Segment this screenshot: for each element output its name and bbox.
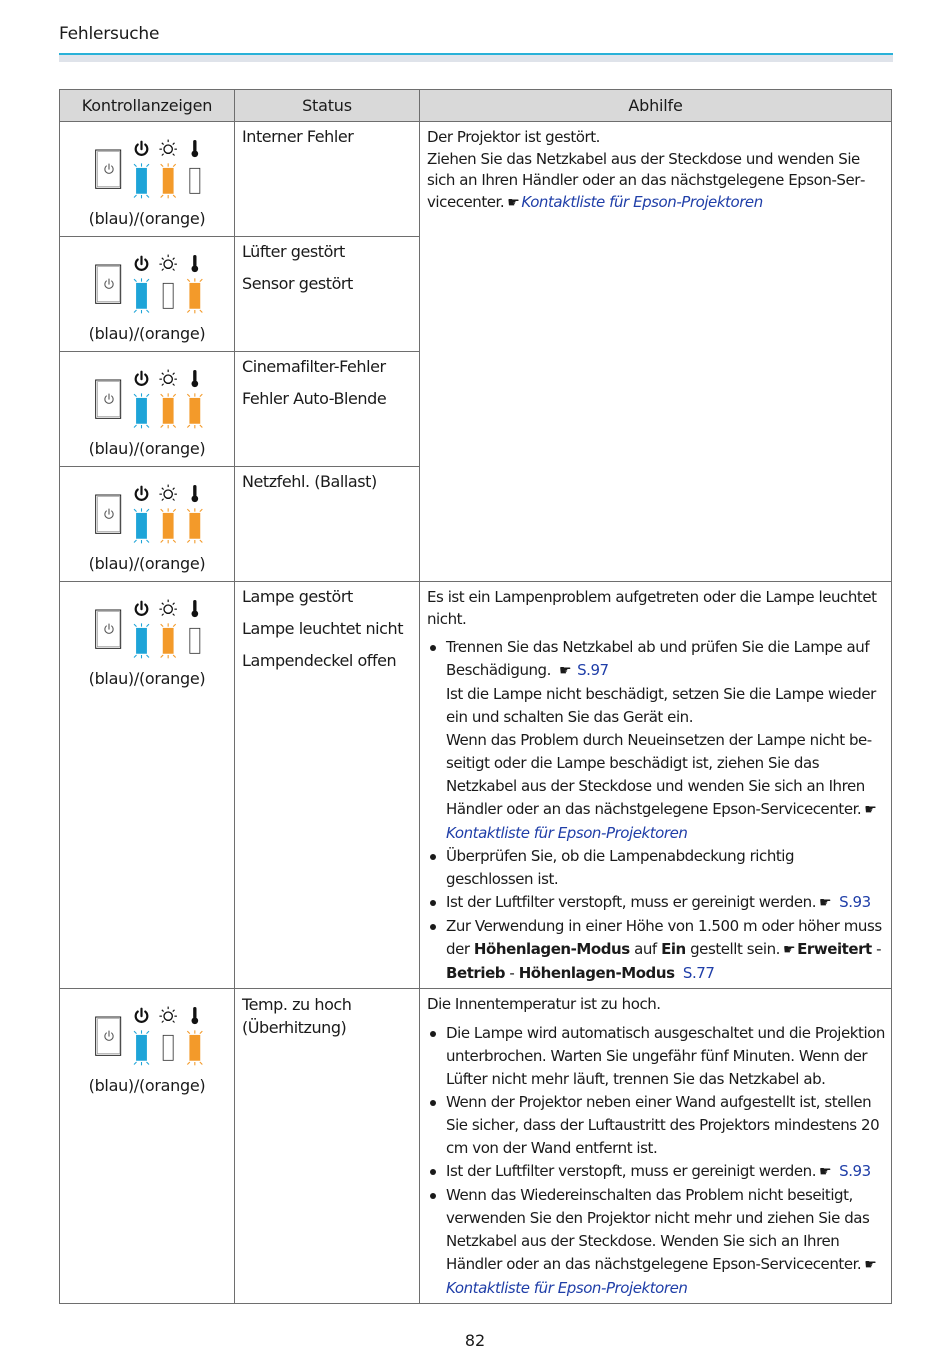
- column-header-remedy: Abhilfe: [420, 90, 892, 122]
- indicator-cell: [60, 467, 235, 582]
- remedy-cell: [420, 582, 892, 989]
- status-text: Temp. zu hoch: [242, 995, 352, 1014]
- table-row: [60, 582, 892, 989]
- status-text: Sensor gestört: [242, 274, 353, 293]
- menu-path-separator: -: [876, 940, 882, 958]
- remedy-text: Wenn das Wiedereinschalten das Problem nicht beseitigt, verwenden Sie den Projektor nicht mehr und ziehen Sie das Netzkabel aus der Steckdose. Wenden Sie sich an Ihren Händler oder an das nächstgelegene Epson-Servicecenter.: [446, 1185, 870, 1273]
- indicator-cell: [60, 122, 235, 237]
- indicator-light-orange: [161, 508, 176, 543]
- menu-path-item: Erweitert: [797, 940, 872, 958]
- setting-value: Ein: [661, 940, 686, 958]
- indicator-light-blue: [134, 1030, 149, 1065]
- indicator-light-off: [163, 1035, 173, 1060]
- list-item: [427, 891, 885, 915]
- remedy-text: Der Projektor ist gestört.: [427, 128, 600, 146]
- page-number: 82: [464, 1331, 486, 1350]
- power-button-box: [96, 1017, 121, 1055]
- status-text: Lampe leuchtet nicht: [242, 619, 404, 638]
- list-item: [427, 1160, 885, 1184]
- power-button-box: [96, 610, 121, 648]
- indicator-panel: [84, 245, 214, 315]
- indicator-light-orange: [187, 393, 202, 428]
- indicator-light-orange: [187, 1030, 202, 1065]
- contact-list-link[interactable]: Kontaktliste für Epson-Projektoren: [521, 192, 763, 211]
- indicator-panel: [84, 590, 214, 660]
- indicator-light-blue: [134, 278, 149, 313]
- indicator-panel: [84, 130, 214, 200]
- temperature-icon: [192, 255, 199, 272]
- temperature-icon: [192, 140, 199, 157]
- remedy-text: Wenn das Problem durch Neueinsetzen der Lampe nicht beseitigt oder die Lampe beschädigt ist, ziehen Sie das Netzkabel aus der Steckdose und wenden Sie sich an Ihren Händler oder an das nächstgelegene Epson-Servicecenter.: [446, 731, 873, 818]
- power-button-box: [96, 495, 121, 533]
- pointing-hand-icon: ☛: [864, 1256, 877, 1273]
- power-icon: [136, 487, 148, 500]
- list-item: Überprüfen Sie, ob die Lampenabdeckung richtig geschlossen ist.: [427, 845, 885, 891]
- temperature-icon: [192, 370, 199, 387]
- indicator-light-orange: [161, 163, 176, 198]
- power-button-box: [96, 380, 121, 418]
- status-text: (Überhitzung): [242, 1018, 347, 1037]
- contact-list-link[interactable]: Kontaktliste für Epson-Projektoren: [446, 1278, 688, 1297]
- list-item: Die Lampe wird automatisch ausgeschaltet und die Projektion unterbrochen. Warten Sie ungefähr fünf Minuten. Wenn der Lüfter nicht mehr läuft, trennen Sie das Netzkabel ab.: [427, 1022, 885, 1091]
- page-reference-link[interactable]: S.93: [839, 1161, 871, 1180]
- remedy-text: Ist der Luftfilter verstopft, muss er gereinigt werden.: [446, 893, 817, 911]
- remedy-text: Ziehen Sie das Netzkabel aus der Steckdose und wenden Sie sich an Ihren Händler oder an das nächstgelegene Epson-Servicecenter.: [427, 149, 866, 211]
- contact-list-link[interactable]: Kontaktliste für Epson-Projektoren: [446, 824, 688, 842]
- indicator-caption: (blau)/(orange): [88, 554, 206, 573]
- power-icon: [136, 1009, 148, 1022]
- pointing-hand-icon: ☛: [819, 895, 832, 911]
- troubleshooting-table: [59, 89, 892, 1304]
- power-icon: [136, 257, 148, 270]
- remedy-list: [427, 1022, 885, 1300]
- table-row: [60, 989, 892, 1304]
- remedy-intro: Es ist ein Lampenproblem aufgetreten oder die Lampe leuchtet nicht.: [427, 588, 877, 628]
- menu-path-separator: -: [509, 964, 515, 982]
- status-cell: [235, 237, 420, 352]
- remedy-cell: [420, 122, 892, 582]
- status-cell: [235, 467, 420, 582]
- remedy-text: gestellt sein.: [690, 940, 780, 958]
- menu-path-item: Höhenlagen-Modus: [518, 964, 675, 982]
- remedy-text: Ist die Lampe nicht beschädigt, setzen Sie die Lampe wieder ein und schalten Sie das Gerät ein.: [446, 685, 876, 726]
- indicator-light-orange: [161, 623, 176, 658]
- indicator-light-blue: [134, 163, 149, 198]
- indicator-light-orange: [187, 508, 202, 543]
- indicator-caption: (blau)/(orange): [88, 439, 206, 458]
- page-reference-link[interactable]: S.93: [839, 893, 871, 911]
- indicator-caption: (blau)/(orange): [88, 209, 206, 228]
- power-button-box: [96, 150, 121, 188]
- list-item: Wenn der Projektor neben einer Wand aufgestellt ist, stellen Sie sicher, dass der Luftaustritt des Projektors mindestens 20 cm von der Wand entfernt ist.: [427, 1091, 885, 1160]
- pointing-hand-icon: ☛: [864, 802, 877, 818]
- remedy-intro: Die Innentemperatur ist zu hoch.: [427, 995, 661, 1013]
- indicator-cell: [60, 989, 235, 1304]
- lamp-icon: [159, 600, 177, 616]
- temperature-icon: [192, 485, 199, 502]
- indicator-light-off: [190, 168, 200, 193]
- indicator-cell: [60, 582, 235, 989]
- page-reference-link[interactable]: S.97: [577, 661, 609, 679]
- indicator-panel: [84, 475, 214, 545]
- remedy-list: [427, 636, 885, 985]
- indicator-light-blue: [134, 623, 149, 658]
- status-text: Interner Fehler: [242, 127, 354, 146]
- column-header-status: Status: [235, 90, 420, 122]
- lamp-icon: [159, 1007, 177, 1023]
- indicator-caption: (blau)/(orange): [88, 669, 206, 688]
- indicator-light-off: [163, 283, 173, 308]
- temperature-icon: [192, 600, 199, 617]
- page-reference-link[interactable]: S.77: [682, 964, 715, 982]
- status-text: Netzfehl. (Ballast): [242, 472, 377, 491]
- indicator-cell: [60, 237, 235, 352]
- pointing-hand-icon: ☛: [558, 663, 572, 679]
- list-item: [427, 915, 885, 985]
- status-cell: [235, 582, 420, 989]
- menu-path-item: Betrieb: [446, 964, 506, 982]
- status-text: Cinemafilter-Fehler: [242, 357, 386, 376]
- lamp-icon: [159, 140, 177, 156]
- temperature-icon: [192, 1007, 199, 1024]
- column-header-indicators: Kontrollanzeigen: [60, 90, 235, 122]
- list-item: [427, 636, 885, 845]
- lamp-icon: [159, 370, 177, 386]
- power-button-box: [96, 265, 121, 303]
- status-text: Lüfter gestört: [242, 242, 345, 261]
- indicator-light-blue: [134, 508, 149, 543]
- header-rule: [59, 53, 893, 62]
- list-item: [427, 1184, 885, 1300]
- table-row: [60, 122, 892, 237]
- section-header: Fehlersuche: [59, 24, 160, 44]
- indicator-light-orange: [187, 278, 202, 313]
- lamp-icon: [159, 255, 177, 271]
- indicator-cell: [60, 352, 235, 467]
- status-text: Lampe gestört: [242, 587, 353, 606]
- status-cell: [235, 352, 420, 467]
- status-text: Lampendeckel offen: [242, 651, 397, 670]
- remedy-cell: [420, 989, 892, 1304]
- remedy-text: auf: [634, 940, 657, 958]
- remedy-text: Trennen Sie das Netzkabel ab und prüfen Sie die Lampe auf Beschädigung.: [446, 638, 870, 679]
- menu-item-name: Höhenlagen-Modus: [473, 940, 630, 958]
- lamp-icon: [159, 485, 177, 501]
- indicator-light-off: [190, 628, 200, 653]
- indicator-light-orange: [161, 393, 176, 428]
- power-icon: [136, 602, 148, 615]
- indicator-light-blue: [134, 393, 149, 428]
- pointing-hand-icon: ☛: [819, 1163, 832, 1180]
- indicator-panel: [84, 997, 214, 1067]
- indicator-caption: (blau)/(orange): [88, 324, 206, 343]
- status-text: Fehler Auto-Blende: [242, 389, 387, 408]
- power-icon: [136, 142, 148, 155]
- remedy-text: Ist der Luftfilter verstopft, muss er gereinigt werden.: [446, 1161, 817, 1180]
- status-cell: [235, 989, 420, 1304]
- indicator-panel: [84, 360, 214, 430]
- remedy-text: Zur Verwendung in einer Höhe von 1.500 m oder höher muss der: [446, 917, 882, 958]
- power-icon: [136, 372, 148, 385]
- indicator-caption: (blau)/(orange): [88, 1076, 206, 1095]
- status-cell: [235, 122, 420, 237]
- pointing-hand-icon: ☛: [782, 942, 796, 958]
- pointing-hand-icon: ☛: [507, 194, 520, 211]
